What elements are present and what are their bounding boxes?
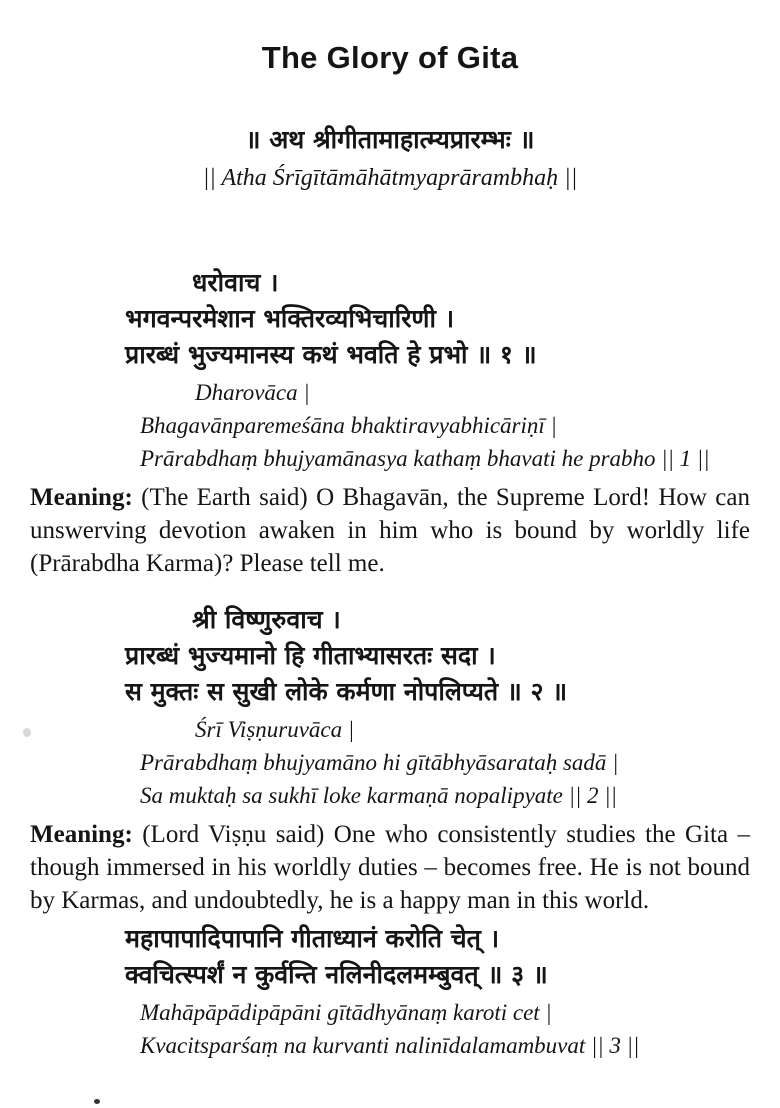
- meaning-1-text: (The Earth said) O Bhagavān, the Supreme Lord! How can unswerving devotion awaken in him who is bound by worldly life (Prārabdha Karma)? Please tell me.: [30, 484, 751, 577]
- verse-2-line-1: प्रारब्धं भुज्यमानो हि गीताभ्यासरतः सदा ।: [125, 641, 496, 670]
- verse-2-translit-speaker: Śrī Viṣṇuruvāca |: [195, 717, 355, 742]
- invocation-transliteration: || Atha Śrīgītāmāhātmyaprārambhaḥ ||: [202, 165, 578, 191]
- verse-2-translit-line-2: Sa muktaḥ sa sukhī loke karmaṇā nopalipyate || 2 ||: [140, 783, 617, 808]
- meaning-2-text: (Lord Viṣṇu said) One who consistently studies the Gita – though immersed in his worldly duties – becomes free. He is not bound by Karmas, and undoubtedly, he is a happy man in this world.: [30, 821, 751, 914]
- verse-1-speaker-line: धरोवाच ।: [192, 268, 279, 297]
- verse-section-3: [30, 921, 750, 1062]
- verse-3-translit-line-1: Mahāpāpādipāpāni gītādhyānaṃ karoti cet |: [140, 1000, 552, 1025]
- invocation-block: [30, 122, 750, 195]
- verse-2-line-2: स मुक्तः स सुखी लोके कर्मणा नोपलिप्यते ॥ २ ॥: [125, 677, 568, 706]
- scan-speck-artifact: [23, 728, 31, 737]
- verse-1-line-2: प्रारब्धं भुज्यमानस्य कथं भवति हे प्रभो ॥ १ ॥: [125, 340, 537, 369]
- verse-section-2: [30, 602, 750, 917]
- scan-dot-artifact: [94, 1099, 100, 1104]
- verse-section-1: [30, 265, 750, 580]
- verse-2-transliteration-block: [30, 713, 750, 812]
- meaning-2-label: Meaning:: [30, 821, 133, 848]
- meaning-paragraph-2: [30, 818, 750, 917]
- meaning-1-label: Meaning:: [30, 484, 133, 511]
- verse-1-translit-speaker: Dharovāca |: [195, 380, 310, 405]
- verse-2-speaker-line: श्री विष्णुरुवाच ।: [192, 605, 341, 634]
- verse-2-translit-line-1: Prārabdhaṃ bhujyamāno hi gītābhyāsarataḥ sadā |: [140, 750, 619, 775]
- verse-1-translit-line-2: Prārabdhaṃ bhujyamānasya kathaṃ bhavati he prabho || 1 ||: [140, 446, 710, 471]
- page-title: The Glory of Gita: [261, 40, 519, 75]
- verse-3-transliteration-block: [30, 996, 750, 1062]
- verse-1-translit-line-1: Bhagavānparemeśāna bhaktiravyabhicāriṇī |: [140, 413, 557, 438]
- verse-2-devanagari-block: [30, 602, 750, 710]
- verse-3-line-2: क्वचित्स्पर्शं न कुर्वन्ति नलिनीदलमम्बुवत् ॥ ३ ॥: [125, 960, 548, 989]
- invocation-devanagari: ॥ अथ श्रीगीतामाहात्म्यप्रारम्भः ॥: [245, 125, 535, 154]
- verse-3-translit-line-2: Kvacitsparśaṃ na kurvanti nalinīdalamambuvat || 3 ||: [140, 1033, 640, 1058]
- verse-3-line-1: महापापादिपापानि गीताध्यानं करोति चेत् ।: [125, 924, 500, 953]
- verse-1-devanagari-block: [30, 265, 750, 373]
- verse-3-devanagari-block: [30, 921, 750, 993]
- verse-1-line-1: भगवन्परमेशान भक्तिरव्यभिचारिणी ।: [125, 304, 455, 333]
- meaning-paragraph-1: [30, 481, 750, 580]
- verse-1-transliteration-block: [30, 376, 750, 475]
